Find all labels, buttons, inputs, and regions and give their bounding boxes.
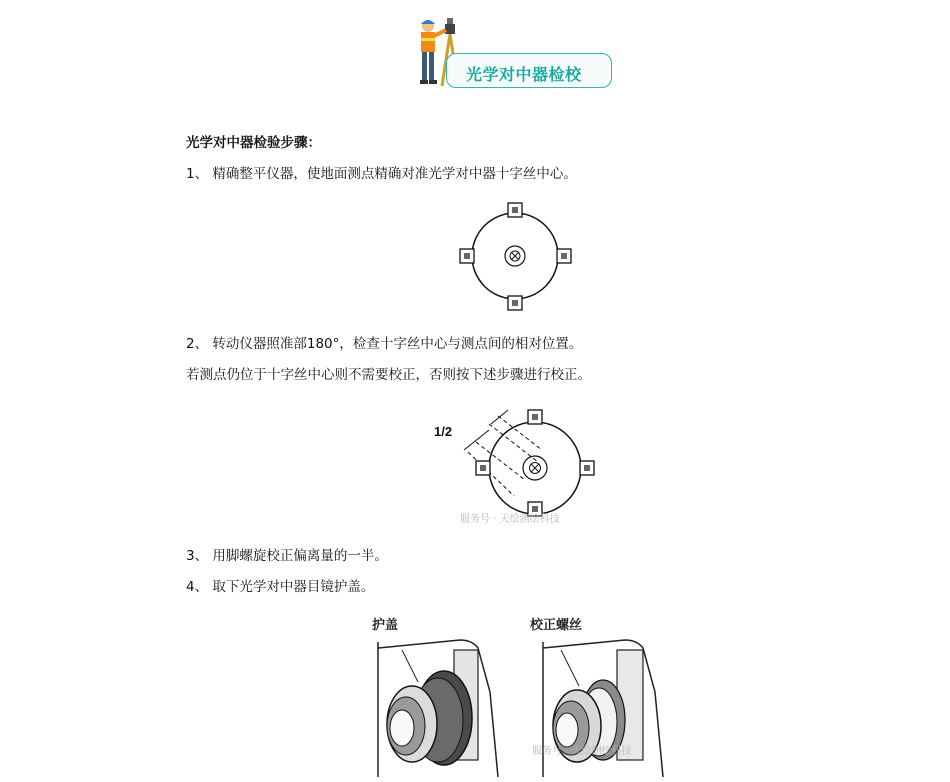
step-2: 2、 转动仪器照准部180°，检查十字丝中心与测点间的相对位置。	[186, 336, 583, 352]
figure-reticle-centered	[456, 199, 576, 315]
watermark: 服务号 · 天绘测绘科技	[460, 514, 560, 525]
watermark: 服务号 · 天绘测绘科技	[532, 746, 632, 757]
header	[0, 0, 950, 100]
figure-eyepiece	[372, 612, 672, 780]
step-2-note: 若测点仍位于十字丝中心则不需要校正，否则按下述步骤进行校正。	[186, 367, 591, 383]
cover-caption: 护盖	[372, 618, 399, 633]
adjusting-screw-caption: 校正螺丝	[530, 618, 583, 633]
step-3: 3、 用脚螺旋校正偏离量的一半。	[186, 548, 388, 564]
half-label: 1/2	[434, 424, 453, 439]
step-1: 1、 精确整平仪器，使地面测点精确对准光学对中器十字丝中心。	[186, 166, 577, 182]
figure-reticle-offset	[428, 402, 608, 528]
step-4: 4、 取下光学对中器目镜护盖。	[186, 579, 375, 595]
eyepiece-with-cover	[372, 632, 502, 777]
section-heading: 光学对中器检验步骤：	[186, 135, 321, 151]
page-title: 光学对中器检校	[466, 65, 582, 84]
